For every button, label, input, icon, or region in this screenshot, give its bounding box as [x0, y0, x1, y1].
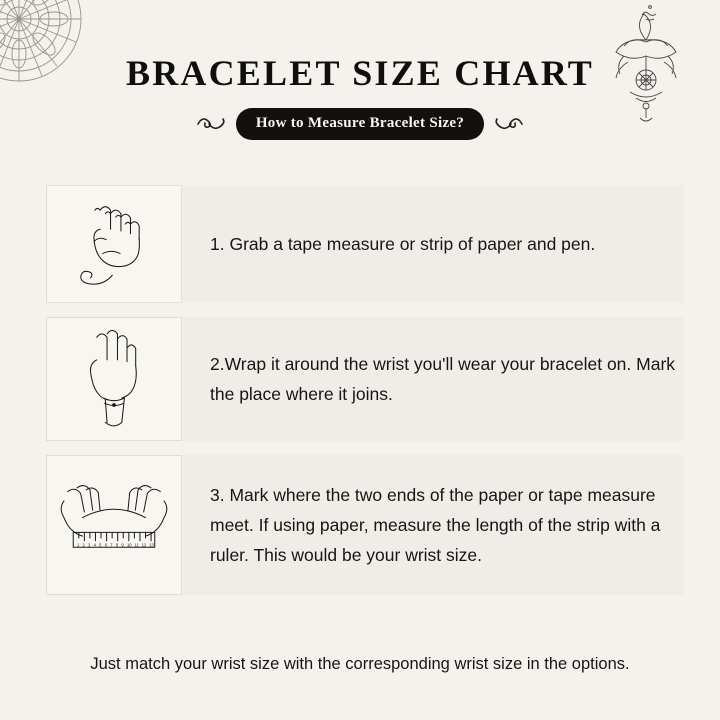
svg-text:4: 4 [93, 542, 96, 548]
step-3-illustration [46, 455, 182, 595]
svg-text:3: 3 [88, 542, 91, 548]
svg-text:11: 11 [134, 542, 139, 548]
step-3-text: 3. Mark where the two ends of the paper or tape measure meet. If using paper, measure the length of the strip with a ruler. This would be your wrist size. [210, 484, 661, 566]
step-1-text: 1. Grab a tape measure or strip of paper and pen. [210, 233, 596, 254]
step-item [0, 317, 720, 441]
page-title: BRACELET SIZE CHART [126, 53, 594, 93]
footer-note: Just match your wrist size with the corresponding wrist size in the options. [90, 655, 630, 673]
steps-list [0, 185, 720, 609]
svg-text:9: 9 [121, 542, 124, 548]
step-item [0, 185, 720, 303]
svg-text:2: 2 [82, 542, 85, 548]
svg-text:8: 8 [115, 542, 119, 548]
step-2-text: 2.Wrap it around the wrist you'll wear your bracelet on. Mark the place where it joins. [210, 353, 676, 404]
svg-text:13: 13 [149, 542, 154, 548]
svg-text:10: 10 [126, 542, 132, 548]
flourish-right-icon [494, 113, 524, 135]
step-2-illustration [46, 317, 182, 441]
svg-text:5: 5 [99, 542, 102, 548]
svg-text:1: 1 [76, 542, 80, 548]
subtitle-pill: How to Measure Bracelet Size? [236, 108, 484, 140]
step-item [0, 455, 720, 595]
flourish-left-icon [196, 113, 226, 135]
svg-text:12: 12 [141, 542, 147, 548]
svg-text:6: 6 [104, 542, 108, 548]
step-1-illustration [46, 185, 182, 303]
subtitle-row [0, 108, 720, 140]
svg-text:7: 7 [110, 542, 113, 548]
